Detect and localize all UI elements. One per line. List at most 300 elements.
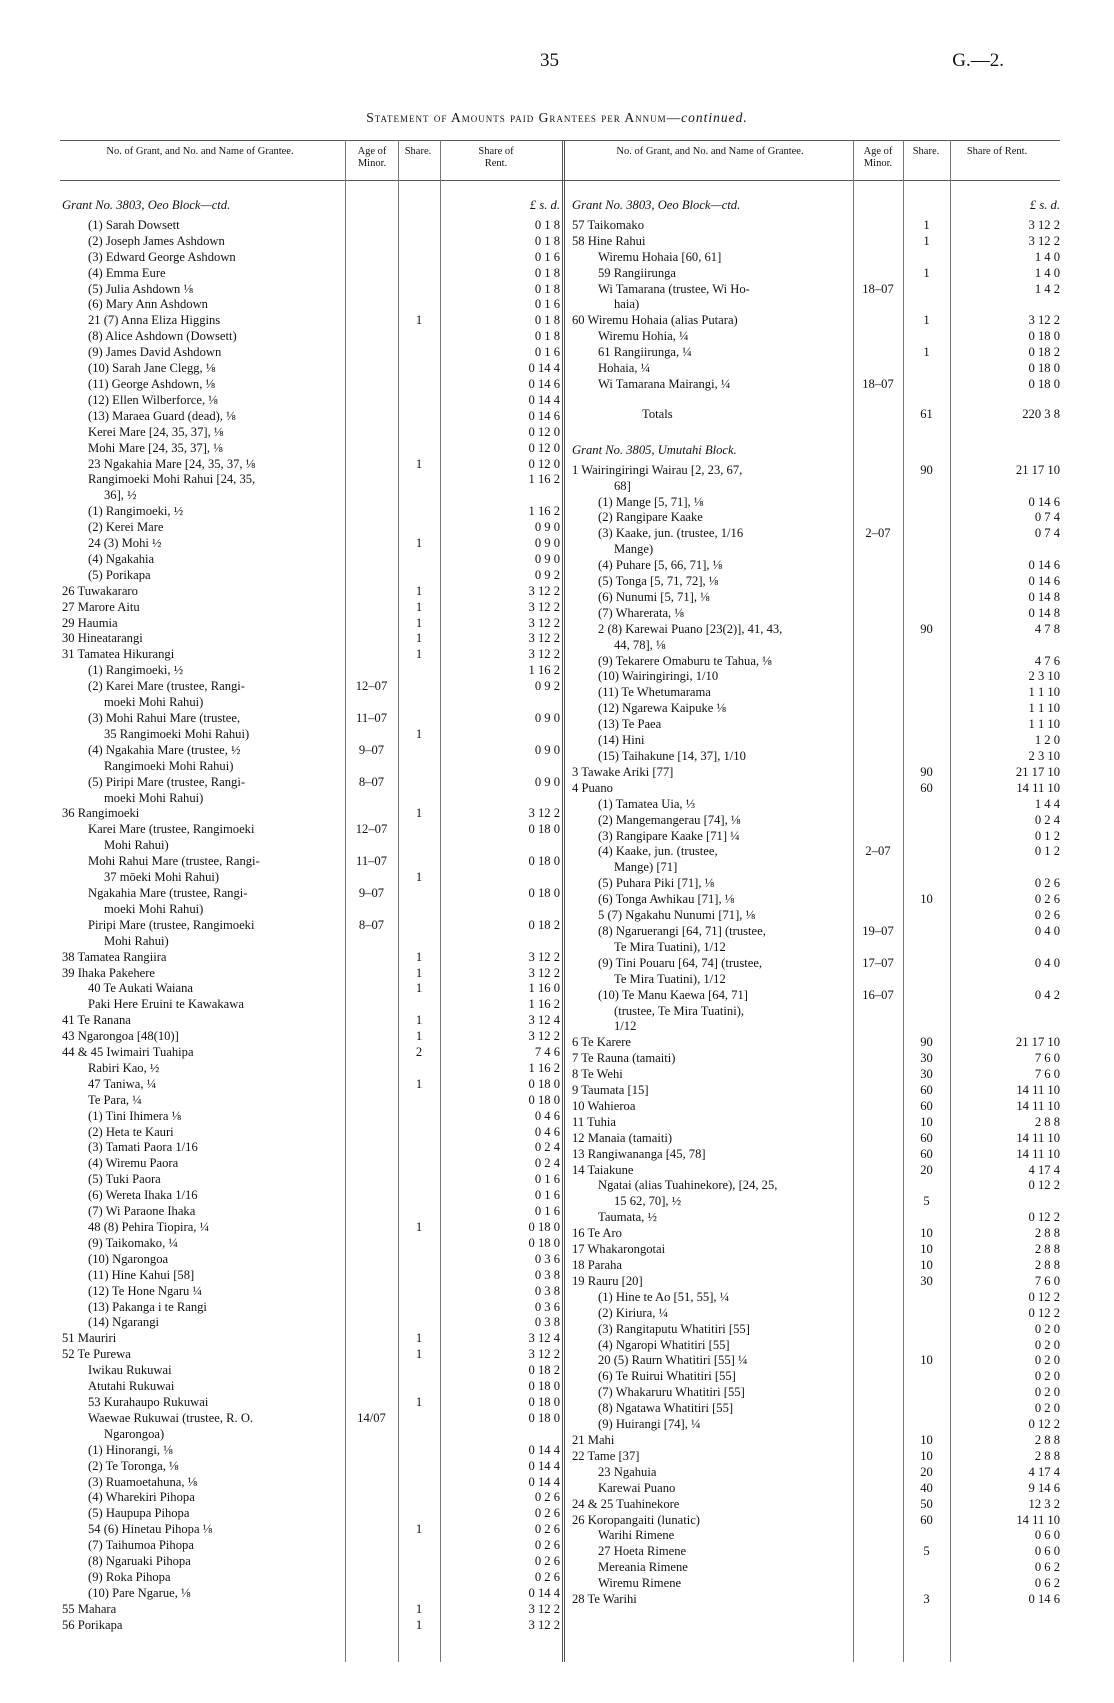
rent-cell — [950, 940, 1060, 956]
rent-cell: 3 12 2 — [1028, 233, 1060, 248]
share-cell — [903, 749, 950, 765]
share-cell — [903, 250, 950, 266]
grantee-name-cell: Mohi Rahui Mare (trustee, Rangi- — [88, 854, 260, 869]
header-rent-right: Share of Rent. — [966, 146, 1028, 157]
table-row — [62, 313, 560, 329]
rent-cell: 0 14 4 — [528, 1458, 560, 1473]
table-row — [572, 669, 1060, 685]
share-cell — [903, 1019, 950, 1035]
grantee-name-cell: (8) Ngaruaki Pihopa — [88, 1554, 191, 1569]
table-row — [572, 1544, 1060, 1560]
age-cell — [853, 1226, 903, 1242]
share-cell — [398, 1315, 440, 1331]
rent-cell: 0 18 0 — [528, 1076, 560, 1091]
rent-cell: 14 11 10 — [1016, 1512, 1060, 1527]
share-cell — [903, 1576, 950, 1592]
grantee-name-cell: (4) Kaake, jun. (trustee, — [598, 844, 718, 859]
table-row — [572, 1131, 1060, 1147]
share-cell — [903, 282, 950, 298]
grantee-name-cell: (10) Te Manu Kaewa [64, 71] — [598, 987, 748, 1002]
rent-cell: 0 2 0 — [1034, 1353, 1060, 1368]
table-row — [572, 1481, 1060, 1497]
age-cell — [853, 234, 903, 250]
grantee-name-cell: 38 Tamatea Rangiira — [62, 949, 167, 964]
age-cell — [345, 997, 398, 1013]
grantee-name-cell: 11 Tuhia — [572, 1114, 616, 1129]
share-cell: 1 — [415, 806, 423, 821]
rent-cell: 3 12 4 — [528, 1013, 560, 1028]
grantee-name-cell: 17 Whakarongotai — [572, 1242, 666, 1257]
section-heading-row — [572, 192, 1060, 218]
page-reference: G.—2. — [952, 50, 1004, 71]
share-cell — [903, 361, 950, 377]
share-cell: 2 — [415, 1045, 423, 1060]
header-age-left: Age of Minor. — [357, 146, 387, 169]
age-cell — [345, 361, 398, 377]
share-cell — [398, 234, 440, 250]
age-cell — [853, 892, 903, 908]
grantee-name-cell: Rabiri Kao, ½ — [88, 1060, 160, 1075]
share-cell — [903, 479, 950, 495]
rent-cell: 0 14 6 — [528, 408, 560, 423]
age-cell — [853, 781, 903, 797]
share-cell: 1 — [415, 1331, 423, 1346]
age-cell — [853, 813, 903, 829]
table-row — [572, 1274, 1060, 1290]
rent-cell: 21 17 10 — [1015, 462, 1060, 477]
rent-cell: 3 12 2 — [528, 615, 560, 630]
grantee-name-cell: Te Mira Tuatini), 1/12 — [614, 971, 726, 986]
table-row — [572, 313, 1060, 329]
age-cell — [853, 510, 903, 526]
table-row — [572, 1576, 1060, 1592]
grantee-name-cell: 3 Tawake Ariki [77] — [572, 764, 674, 779]
grantee-name-cell: 18 Paraha — [572, 1258, 623, 1272]
table-row — [62, 1315, 560, 1331]
rent-cell: 0 18 0 — [528, 1220, 560, 1234]
grantee-name-cell: 12 Manaia (tamaiti) — [572, 1130, 673, 1145]
grantee-name-cell: (3) Mohi Rahui Mare (trustee, — [88, 711, 241, 725]
grantee-name-cell: (2) Kerei Mare — [88, 520, 164, 535]
share-cell: 10 — [920, 1258, 933, 1272]
age-cell — [853, 1099, 903, 1115]
table-row — [572, 733, 1060, 749]
age-cell — [853, 574, 903, 590]
age-cell — [345, 377, 398, 393]
grantee-name-cell: Ngakahia Mare (trustee, Rangi- — [88, 885, 248, 900]
share-cell — [398, 1554, 440, 1570]
share-cell: 1 — [415, 631, 423, 646]
grantee-name-cell: moeki Mohi Rahui) — [104, 901, 204, 916]
grantee-name-cell: 21 (7) Anna Eliza Higgins — [88, 313, 221, 328]
age-cell — [853, 1528, 903, 1544]
age-cell — [853, 1417, 903, 1433]
share-cell — [903, 377, 950, 393]
age-cell — [853, 940, 903, 956]
grantee-name-cell: (10) Sarah Jane Clegg, ⅛ — [88, 361, 216, 376]
rent-cell: 12 3 2 — [1028, 1496, 1060, 1511]
share-cell — [398, 1125, 440, 1141]
grantee-name-cell: 51 Mauriri — [62, 1331, 117, 1346]
table-row — [572, 749, 1060, 765]
grantee-name-cell: Paki Here Eruini te Kawakawa — [88, 997, 244, 1012]
title-main: Statement of Amounts paid Grantees per Annum— — [366, 110, 682, 125]
rent-cell: 0 1 8 — [534, 265, 560, 280]
table-row — [572, 479, 1060, 495]
rent-cell — [950, 297, 1060, 313]
grantee-name-cell: 27 Marore Aitu — [62, 599, 140, 614]
age-cell — [853, 1369, 903, 1385]
table-row — [572, 1242, 1060, 1258]
table-row — [572, 765, 1060, 781]
grantee-name-cell: (5) Tonga [5, 71, 72], ⅛ — [598, 574, 719, 589]
rent-cell: 0 9 0 — [534, 742, 560, 757]
share-cell — [398, 488, 440, 504]
table-row — [572, 1004, 1060, 1020]
share-cell: 10 — [920, 1353, 933, 1368]
share-cell — [903, 1290, 950, 1306]
table-row — [62, 361, 560, 377]
age-cell — [345, 425, 398, 441]
share-cell — [903, 297, 950, 313]
grantee-name-cell: Piripi Mare (trustee, Rangimoeki — [88, 917, 255, 932]
grantee-name-cell: (6) Tonga Awhikau [71], ⅛ — [598, 892, 735, 907]
rent-cell: 0 2 6 — [534, 1538, 560, 1553]
age-cell — [345, 1045, 398, 1061]
grantee-name-cell: 57 Taikomako — [572, 217, 644, 232]
table-row — [572, 1194, 1060, 1210]
table-row — [62, 663, 560, 679]
table-row — [572, 654, 1060, 670]
grantee-name-cell: (5) Porikapa — [88, 567, 151, 582]
rent-cell: 7 4 6 — [534, 1045, 560, 1060]
rent-cell: 0 18 0 — [528, 1379, 560, 1394]
age-cell — [345, 981, 398, 997]
share-cell: 1 — [415, 1347, 423, 1362]
rent-cell — [950, 542, 1060, 558]
grantee-name-cell: (11) Hine Kahui [58] — [88, 1267, 195, 1282]
rent-cell: 0 1 8 — [534, 217, 560, 232]
age-cell — [853, 495, 903, 511]
grantee-name-cell: (4) Ngaropi Whatitiri [55] — [598, 1337, 730, 1352]
share-cell: 1 — [415, 981, 423, 996]
age-cell — [853, 329, 903, 345]
header-share-left: Share. — [404, 146, 432, 157]
grantee-name-cell: (6) Te Ruirui Whatitiri [55] — [598, 1369, 736, 1384]
rent-cell: 0 1 8 — [534, 281, 560, 296]
grantee-name-cell: (4) Puhare [5, 66, 71], ⅛ — [598, 558, 723, 573]
rent-cell: 3 12 2 — [528, 965, 560, 980]
rent-cell: 0 2 0 — [1034, 1401, 1060, 1416]
age-cell — [345, 966, 398, 982]
table-row — [572, 622, 1060, 638]
share-cell — [398, 250, 440, 266]
rent-cell: 0 6 0 — [1034, 1528, 1060, 1543]
age-cell — [853, 361, 903, 377]
share-cell: 20 — [920, 1162, 933, 1177]
age-cell — [345, 902, 398, 918]
header-rent-left: Share of Rent. — [478, 146, 514, 169]
grantee-name-cell: (13) Pakanga i te Rangi — [88, 1299, 207, 1314]
age-cell — [853, 1544, 903, 1560]
share-cell — [903, 574, 950, 590]
rent-cell: 4 17 4 — [1028, 1464, 1060, 1479]
share-cell: 1 — [415, 870, 423, 885]
rent-cell: 0 4 0 — [1034, 923, 1060, 938]
rent-cell: 0 14 8 — [1028, 589, 1060, 604]
grantee-name-cell: 23 Ngahuia — [598, 1464, 657, 1479]
grantee-name-cell: 56 Porikapa — [62, 1617, 123, 1632]
share-cell — [903, 988, 950, 1004]
grantee-name-cell: Rangimoeki Mohi Rahui [24, 35, — [88, 472, 256, 487]
table-row — [62, 504, 560, 520]
table-row — [572, 329, 1060, 345]
grantee-name-cell: 54 (6) Hinetau Pihopa ⅛ — [88, 1522, 213, 1537]
grantee-name-cell: 31 Tamatea Hikurangi — [62, 647, 175, 662]
share-cell — [398, 791, 440, 807]
table-row — [62, 679, 560, 695]
rent-cell: 7 6 0 — [1034, 1051, 1060, 1066]
rent-cell: 0 2 4 — [534, 1156, 560, 1171]
grantee-name-cell: 55 Mahara — [62, 1601, 117, 1616]
share-cell — [398, 1411, 440, 1427]
share-cell: 1 — [923, 217, 930, 232]
share-cell — [398, 520, 440, 536]
share-cell — [903, 1560, 950, 1576]
share-cell: 1 — [415, 1522, 423, 1537]
rent-cell: 0 2 4 — [1034, 812, 1060, 827]
age-cell — [853, 860, 903, 876]
age-cell — [345, 1379, 398, 1395]
table-row — [62, 1522, 560, 1538]
age-cell — [853, 622, 903, 638]
age-cell — [853, 393, 903, 437]
grantee-name-cell: (1) Tamatea Uia, ⅓ — [598, 796, 696, 811]
share-cell: 1 — [923, 313, 930, 328]
table-row — [62, 1570, 560, 1586]
age-cell — [345, 1618, 398, 1634]
grantee-name-cell: (8) Ngaruerangi [64, 71] (trustee, — [598, 923, 766, 938]
table-row — [62, 1284, 560, 1300]
age-cell — [345, 568, 398, 584]
table-row — [62, 1411, 560, 1427]
grantee-name-cell: 2 (8) Karewai Puano [23(2)], 41, 43, — [598, 621, 783, 636]
table-row — [572, 924, 1060, 940]
table-row — [62, 1554, 560, 1570]
age-cell — [853, 876, 903, 892]
table-row — [62, 647, 560, 663]
age-cell — [853, 250, 903, 266]
share-cell: 30 — [920, 1051, 933, 1066]
share-cell — [398, 393, 440, 409]
share-cell: 1 — [415, 1394, 423, 1409]
grantee-name-cell: 30 Hineatarangi — [62, 631, 143, 646]
grantee-name-cell: (9) Taikomako, ¼ — [88, 1235, 178, 1250]
rent-cell: 0 6 2 — [1034, 1560, 1060, 1575]
age-cell: 14/07 — [357, 1410, 386, 1425]
age-cell — [853, 345, 903, 361]
age-cell — [345, 329, 398, 345]
share-cell — [903, 526, 950, 542]
rent-cell: 0 1 8 — [534, 233, 560, 248]
rent-cell — [950, 860, 1060, 876]
age-cell — [853, 669, 903, 685]
age-cell — [853, 1258, 903, 1274]
table-row — [62, 393, 560, 409]
grantee-name-cell: (2) Rangipare Kaake — [598, 510, 703, 525]
share-cell — [903, 685, 950, 701]
table-row — [62, 870, 560, 886]
rent-cell: 1 16 2 — [528, 504, 560, 519]
share-cell — [398, 997, 440, 1013]
table-row — [62, 1395, 560, 1411]
age-cell — [853, 765, 903, 781]
age-cell — [853, 1178, 903, 1194]
table-row — [572, 892, 1060, 908]
grantee-name-cell: 10 Wahieroa — [572, 1098, 636, 1113]
table-row — [572, 1290, 1060, 1306]
share-cell: 1 — [415, 536, 423, 551]
share-cell: 1 — [923, 233, 930, 248]
rent-cell: 0 18 0 — [1028, 376, 1060, 391]
share-cell — [398, 472, 440, 488]
age-cell — [853, 1290, 903, 1306]
share-cell — [398, 1379, 440, 1395]
table-row — [62, 441, 560, 457]
share-cell — [398, 1427, 440, 1443]
rent-cell: 0 12 2 — [1028, 1178, 1060, 1193]
grantee-name-cell: (3) Ruamoetahuna, ⅛ — [88, 1474, 198, 1489]
age-cell — [345, 695, 398, 711]
rent-cell: 7 6 0 — [1034, 1067, 1060, 1082]
rent-cell: 0 12 0 — [528, 440, 560, 455]
age-cell — [345, 1506, 398, 1522]
rent-cell — [440, 488, 560, 504]
age-cell — [853, 717, 903, 733]
rent-cell: 2 8 8 — [1034, 1242, 1060, 1257]
share-cell — [398, 663, 440, 679]
table-row — [62, 1443, 560, 1459]
rent-cell: 3 12 2 — [528, 1347, 560, 1362]
share-cell — [398, 568, 440, 584]
grantee-name-cell: Wi Tamarana Mairangi, ¼ — [598, 376, 731, 391]
grantee-name-cell: 6 Te Karere — [572, 1035, 632, 1050]
age-cell — [345, 1363, 398, 1379]
share-cell: 10 — [920, 1242, 933, 1257]
age-cell — [853, 313, 903, 329]
table-row — [572, 218, 1060, 234]
table-row — [572, 510, 1060, 526]
table-row — [572, 282, 1060, 298]
table-row — [62, 1125, 560, 1141]
table-row — [62, 472, 560, 488]
grantee-name-cell: (4) Emma Eure — [88, 265, 166, 280]
grantee-name-cell: (9) Roka Pihopa — [88, 1569, 171, 1584]
rent-cell: 3 12 2 — [528, 806, 560, 821]
share-cell: 60 — [920, 1083, 933, 1098]
grantee-name-cell: 20 (5) Raurn Whatitiri [55] ¼ — [598, 1353, 748, 1368]
totals-row — [572, 393, 1060, 437]
share-cell: 1 — [415, 1220, 423, 1234]
share-cell — [903, 940, 950, 956]
table-row — [572, 558, 1060, 574]
age-cell — [345, 313, 398, 329]
rent-cell: 3 12 2 — [528, 1601, 560, 1616]
share-cell: 1 — [415, 615, 423, 630]
age-cell — [345, 1156, 398, 1172]
rent-cell: 0 2 6 — [534, 1554, 560, 1569]
table-row — [62, 902, 560, 918]
rent-cell: 4 7 8 — [1034, 621, 1060, 636]
table-row — [572, 908, 1060, 924]
rent-cell: 0 12 0 — [528, 424, 560, 439]
rent-cell: 0 2 6 — [534, 1522, 560, 1537]
grantee-name-cell: (2) Karei Mare (trustee, Rangi- — [88, 679, 246, 694]
table-row — [62, 775, 560, 791]
grantee-name-cell: 4 Puano — [572, 780, 613, 795]
header-age-right: Age of Minor. — [863, 146, 893, 169]
share-cell — [398, 345, 440, 361]
grantee-name-cell: 68] — [614, 478, 631, 493]
table-row — [62, 695, 560, 711]
share-cell — [398, 218, 440, 234]
age-cell — [345, 393, 398, 409]
table-row — [62, 600, 560, 616]
table-row — [572, 1433, 1060, 1449]
rent-cell: 0 14 6 — [528, 376, 560, 391]
age-cell — [345, 1570, 398, 1586]
grantee-name-cell: Ngatai (alias Tuahinekore), [24, 25, — [598, 1178, 778, 1193]
rent-cell — [440, 902, 560, 918]
grantee-name-cell: Warihi Rimene — [598, 1528, 675, 1543]
rent-cell: 0 18 0 — [528, 1092, 560, 1107]
share-cell: 90 — [920, 1035, 933, 1050]
grantee-name-cell: (9) Huirangi [74], ¼ — [598, 1417, 701, 1432]
rent-cell: 1 1 10 — [1028, 685, 1060, 700]
age-cell — [345, 1347, 398, 1363]
share-cell: 5 — [923, 1544, 930, 1559]
share-cell — [398, 266, 440, 282]
table-row — [62, 234, 560, 250]
share-cell — [398, 192, 440, 218]
share-cell — [398, 409, 440, 425]
table-row — [572, 1369, 1060, 1385]
grantee-name-cell: 40 Te Aukati Waiana — [88, 981, 194, 996]
grantee-name-cell: (7) Wi Paraone Ihaka — [88, 1204, 196, 1219]
grantee-name-cell: (14) Ngarangi — [88, 1315, 159, 1330]
grantee-name-cell: Taumata, ½ — [598, 1210, 657, 1225]
share-cell — [398, 282, 440, 298]
grantee-name-cell: 48 (8) Pehira Tiopira, ¼ — [88, 1220, 210, 1234]
rent-cell: 3 12 2 — [528, 949, 560, 964]
rent-cell: 2 3 10 — [1028, 749, 1060, 763]
table-row — [572, 250, 1060, 266]
rent-cell: 0 18 0 — [528, 822, 560, 837]
rent-cell: 2 8 8 — [1034, 1258, 1060, 1272]
share-cell: 10 — [920, 1114, 933, 1129]
rent-cell: 0 18 0 — [528, 1394, 560, 1409]
rent-cell: 14 11 10 — [1016, 1130, 1060, 1145]
table-row — [62, 1379, 560, 1395]
rent-cell: 0 12 2 — [1028, 1289, 1060, 1304]
table-row — [62, 822, 560, 838]
rent-cell — [440, 727, 560, 743]
grantee-name-cell: (7) Whakaruru Whatitiri [55] — [598, 1385, 745, 1400]
grantee-name-cell: 27 Hoeta Rimene — [598, 1544, 687, 1559]
grantee-name-cell: 1 Wairingiringi Wairau [2, 23, 67, — [572, 462, 743, 477]
table-row — [62, 1300, 560, 1316]
table-row — [572, 542, 1060, 558]
